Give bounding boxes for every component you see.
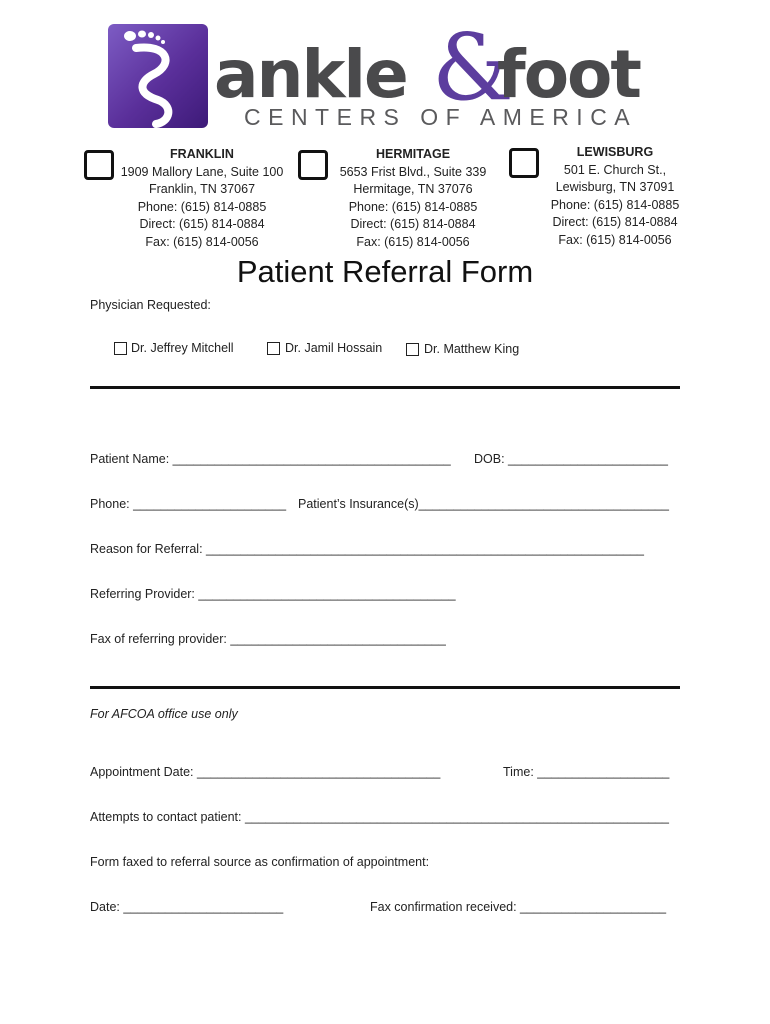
office-use-heading: For AFCOA office use only — [90, 707, 238, 721]
location-franklin — [116, 146, 288, 251]
time-field[interactable]: Time: ___________________ — [503, 765, 670, 779]
physician-checkbox-king[interactable] — [406, 343, 419, 356]
phone-field[interactable]: Phone: ______________________ — [90, 497, 287, 511]
physician-checkbox-hossain[interactable] — [267, 342, 280, 355]
location-line: Fax: (615) 814-0056 — [558, 232, 672, 247]
location-lewisburg — [544, 144, 686, 249]
logo-subtitle: CENTERS OF AMERICA — [244, 104, 638, 130]
location-line: Phone: (615) 814-0885 — [137, 199, 267, 214]
lewisburg-checkbox[interactable] — [509, 148, 539, 178]
dob-field[interactable]: DOB: _______________________ — [474, 452, 668, 466]
franklin-checkbox[interactable] — [84, 150, 114, 180]
location-line: Phone: (615) 814-0885 — [550, 197, 680, 212]
location-line: Fax: (615) 814-0056 — [356, 234, 470, 249]
hermitage-checkbox[interactable] — [298, 150, 328, 180]
section-divider — [90, 686, 680, 689]
faxed-confirmation-text: Form faxed to referral source as confirmation of appointment: — [90, 855, 430, 869]
location-line: 1909 Mallory Lane, Suite 100 — [120, 164, 284, 179]
logo-text-ankle: ankle — [214, 36, 407, 113]
section-divider — [90, 386, 680, 389]
attempts-field[interactable]: Attempts to contact patient: _____________________________________________________________ — [90, 810, 670, 824]
physician-option-king: Dr. Matthew King — [424, 342, 520, 356]
location-line: Phone: (615) 814-0885 — [348, 199, 478, 214]
logo-text-foot: foot — [497, 36, 640, 113]
location-line: Hermitage, TN 37076 — [353, 182, 473, 196]
physician-checkbox-mitchell[interactable] — [114, 342, 127, 355]
location-line: Lewisburg, TN 37091 — [555, 180, 675, 194]
page-title: Patient Referral Form — [236, 254, 534, 289]
logo-ampersand: & — [432, 14, 512, 121]
physician-option-hossain: Dr. Jamil Hossain — [285, 341, 383, 355]
location-line: 5653 Frist Blvd., Suite 339 — [339, 164, 487, 179]
referring-provider-field[interactable]: Referring Provider: _____________________________________ — [90, 587, 456, 601]
location-line: Franklin, TN 37067 — [148, 182, 256, 196]
location-line: Fax: (615) 814-0056 — [145, 234, 259, 249]
insurance-field[interactable]: Patient’s Insurance(s)____________________________________ — [298, 497, 669, 511]
logo-foot-icon — [108, 24, 208, 128]
patient-name-field[interactable]: Patient Name: ________________________________________ — [90, 452, 451, 466]
fax-provider-field[interactable]: Fax of referring provider: _______________________________ — [90, 632, 446, 646]
physician-label: Physician Requested: — [90, 298, 211, 312]
location-line: Direct: (615) 814-0884 — [350, 217, 476, 231]
date-field[interactable]: Date: _______________________ — [90, 900, 284, 914]
location-name: LEWISBURG — [576, 145, 654, 159]
reason-field[interactable]: Reason for Referral: _______________________________________________________________ — [90, 542, 644, 556]
location-name: FRANKLIN — [170, 147, 234, 161]
location-name: HERMITAGE — [375, 147, 451, 161]
appointment-date-field[interactable]: Appointment Date: ___________________________________ — [90, 765, 441, 779]
location-hermitage — [334, 146, 492, 251]
location-line: Direct: (615) 814-0884 — [139, 217, 265, 231]
location-line: 501 E. Church St., — [563, 162, 667, 177]
fax-confirmation-field[interactable]: Fax confirmation received: _____________________ — [370, 900, 667, 914]
physician-option-mitchell: Dr. Jeffrey Mitchell — [131, 341, 234, 355]
location-line: Direct: (615) 814-0884 — [552, 215, 678, 229]
